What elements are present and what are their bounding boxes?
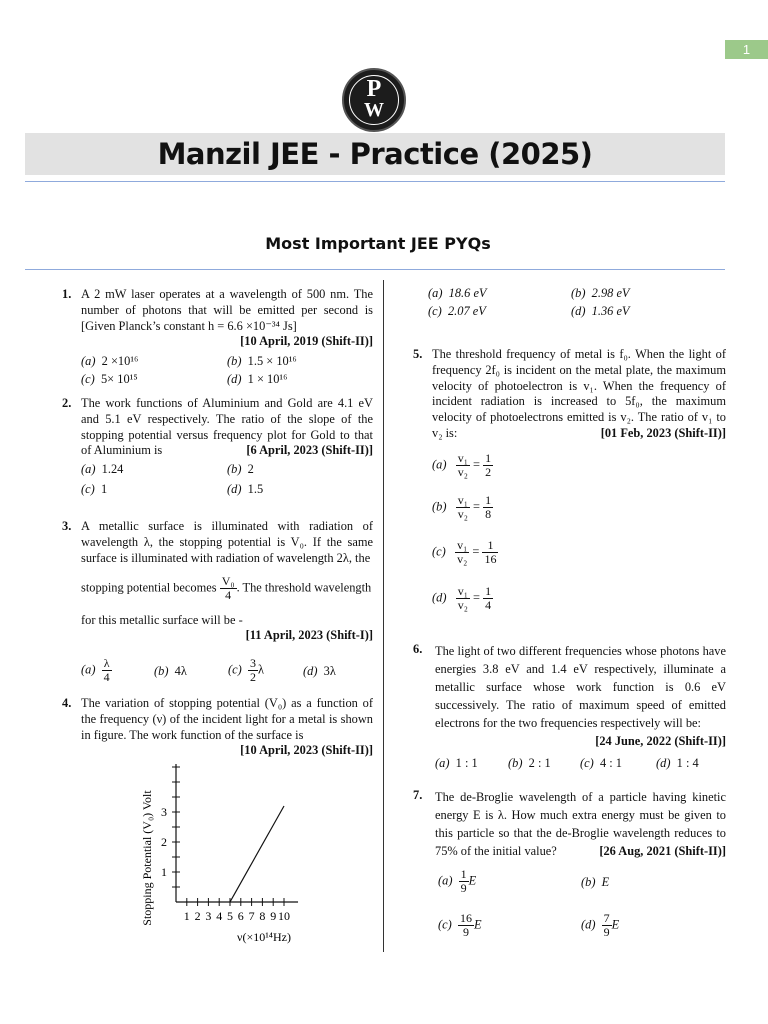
question-text: A 2 mW laser operates at a wavelength of 500 nm. The number of photons that will be emitted per second is [Given Planck’s constant h = 6.6 ×10⁻³⁴ Js] <box>81 287 373 333</box>
fraction-denominator: v₂ <box>457 507 468 521</box>
fraction-denominator: 9 <box>603 925 610 939</box>
fraction <box>102 657 112 684</box>
option-label: (c) <box>228 662 242 677</box>
fraction <box>458 912 474 939</box>
x-tick-label: 2 <box>194 909 201 923</box>
logo-letter-w: W <box>364 99 384 121</box>
option-text: 2 : 1 <box>528 756 551 770</box>
section-subtitle: Most Important JEE PYQs <box>265 234 491 253</box>
question-reference: [11 April, 2023 (Shift-I)] <box>245 628 373 642</box>
option-c[interactable] <box>81 482 107 497</box>
option-label: (d) <box>581 917 596 932</box>
option-label: (c) <box>81 372 95 386</box>
graph-axes <box>176 764 298 902</box>
stopping-potential-graph <box>136 756 306 948</box>
option-b[interactable] <box>227 462 254 477</box>
option-label: (b) <box>227 462 242 476</box>
question-text: The threshold frequency of metal is f₀. When the light of frequency 2f₀ is incident on the metal plate, the maximum velocity of photoelectron is v₁. When the frequency of incident radiation is increased to 5f₀, the maximum velocity of photoelectrons emitted is v₂. The ratio of v₁ to v₂ is: <box>432 347 726 440</box>
fraction-denominator: v₂ <box>457 465 468 479</box>
question-reference: [01 Feb, 2023 (Shift-II)] <box>600 425 726 440</box>
option-c[interactable] <box>81 372 138 387</box>
pw-logo <box>342 68 406 132</box>
fraction-denominator: 16 <box>484 552 497 566</box>
option-text: 5× 10¹⁵ <box>100 372 138 386</box>
option-d[interactable] <box>656 756 699 771</box>
option-c[interactable] <box>438 912 482 939</box>
question-5 <box>432 347 726 442</box>
question-reference: [6 April, 2023 (Shift-II)] <box>246 443 373 458</box>
question-text: . The threshold wavelength <box>236 580 372 595</box>
option-label: (d) <box>571 304 586 318</box>
option-label: (c) <box>432 544 446 559</box>
option-d[interactable] <box>571 304 630 319</box>
x-tick-label: 10 <box>278 909 290 923</box>
option-label: (b) <box>154 664 169 678</box>
fraction-denominator: v₂ <box>457 598 468 612</box>
option-text: 1.5 <box>247 482 264 496</box>
option-d[interactable] <box>227 482 263 497</box>
title-bar <box>25 133 725 175</box>
option-label: (a) <box>432 457 447 472</box>
fraction-denominator: 9 <box>462 925 469 939</box>
option-text: E <box>611 917 620 932</box>
question-4 <box>81 696 373 759</box>
question-text: The light of two different frequencies whose photons have energies 3.8 eV and 1.4 eV respectively, illuminate a metallic surface whose work function is 0.6 eV successively. The ratio of maximum speed of emitted electrons for the two frequencies respectively will be: <box>435 644 726 730</box>
fraction <box>220 575 237 602</box>
header-divider <box>25 181 725 182</box>
option-label: (d) <box>432 590 447 605</box>
question-number: 4. <box>62 696 72 710</box>
option-label: (b) <box>227 354 242 368</box>
fraction-numerator: v₁ <box>457 584 468 598</box>
option-d[interactable] <box>581 912 619 939</box>
option-a[interactable] <box>81 354 138 369</box>
fraction-numerator: 1 <box>485 451 492 465</box>
question-text: The variation of stopping potential (V₀) as a function of the frequency (ν) of the incident light for a metal is shown in figure. The work function of the surface is <box>81 696 373 742</box>
graph-x-label: ν(×10¹⁴Hz) <box>237 930 291 944</box>
option-b[interactable] <box>227 354 297 369</box>
option-label: (a) <box>81 662 96 677</box>
option-b[interactable] <box>154 664 187 679</box>
x-tick-label: 8 <box>259 909 266 923</box>
fraction <box>459 868 469 895</box>
option-text: E <box>468 873 477 888</box>
question-text: stopping potential becomes <box>81 580 217 595</box>
fraction-numerator: 16 <box>459 911 472 925</box>
fraction-denominator: 4 <box>103 670 110 684</box>
fraction-numerator: v₁ <box>457 451 468 465</box>
option-c[interactable] <box>428 304 486 319</box>
option-label: (d) <box>656 756 671 770</box>
question-7 <box>435 788 726 860</box>
option-text: 3λ <box>323 664 336 678</box>
option-b[interactable] <box>581 875 609 890</box>
question-reference: [10 April, 2023 (Shift-II)] <box>240 743 373 758</box>
option-text: λ <box>257 662 264 677</box>
option-c[interactable] <box>580 756 622 771</box>
y-tick-label: 3 <box>161 805 167 819</box>
option-label: (a) <box>435 756 450 770</box>
fraction <box>248 657 258 684</box>
option-label: (a) <box>81 462 96 476</box>
fraction-denominator: v₂ <box>457 552 468 566</box>
fraction <box>456 452 470 479</box>
option-label: (c) <box>438 917 452 932</box>
question-number: 2. <box>62 396 72 410</box>
option-a[interactable]: (a) $\frac{\text{v₁}}{\text{v₂}}$ = $\frac{1}{2}$ <box>432 451 492 479</box>
option-a[interactable] <box>435 756 478 771</box>
logo-letter-p: P <box>366 76 382 102</box>
option-label: (c) <box>580 756 594 770</box>
fraction-denominator: 2 <box>249 670 256 684</box>
question-number: 3. <box>62 519 72 533</box>
option-text: 2.07 eV <box>447 304 486 318</box>
question-reference: [26 Aug, 2021 (Shift-II)] <box>599 844 726 858</box>
question-number: 5. <box>413 347 423 361</box>
option-text: 2 ×10¹⁶ <box>101 354 139 368</box>
x-tick-label: 5 <box>227 909 233 923</box>
x-tick-label: 3 <box>205 909 212 923</box>
option-d[interactable] <box>303 664 336 679</box>
x-tick-label: 4 <box>216 909 223 923</box>
page-number: 1 <box>725 40 768 59</box>
option-text: 1.24 <box>101 462 124 476</box>
option-text: 4 : 1 <box>599 756 622 770</box>
option-text: 1.36 eV <box>591 304 630 318</box>
fraction-denominator: 9 <box>460 881 467 895</box>
fraction <box>456 585 470 612</box>
option-label: (c) <box>81 482 95 496</box>
section-divider <box>25 269 725 270</box>
question-number: 7. <box>413 788 423 802</box>
option-a[interactable] <box>81 657 112 684</box>
option-text: 18.6 eV <box>448 286 487 300</box>
fraction-numerator: 1 <box>485 493 492 507</box>
option-label: (b) <box>581 875 596 889</box>
option-c[interactable] <box>228 657 264 684</box>
fraction-numerator: 3 <box>249 656 256 670</box>
option-text: 2.98 eV <box>591 286 630 300</box>
column-separator <box>383 280 384 952</box>
fraction <box>482 539 498 566</box>
option-b[interactable]: (b) $\frac{\text{v₁}}{\text{v₂}}$ = $\frac{1}{8}$ <box>432 493 492 521</box>
question-6 <box>435 642 726 750</box>
fraction-numerator: 1 <box>460 867 467 881</box>
option-d[interactable]: (d) $\frac{\text{v₁}}{\text{v₂}}$ = $\frac{1}{4}$ <box>432 584 492 612</box>
question-reference: [24 June, 2022 (Shift-II)] <box>595 734 726 748</box>
fraction <box>483 452 493 479</box>
question-number: 6. <box>413 642 423 656</box>
question-1 <box>81 287 373 350</box>
option-label: (d) <box>227 482 242 496</box>
fraction <box>456 494 470 521</box>
option-a[interactable] <box>438 868 476 895</box>
graph-line <box>230 806 284 902</box>
fraction <box>483 585 493 612</box>
option-text: 1.5 × 10¹⁶ <box>247 354 297 368</box>
option-b[interactable] <box>571 286 630 301</box>
option-label: (d) <box>227 372 242 386</box>
fraction-numerator: 7 <box>603 911 610 925</box>
option-text: E <box>601 875 610 889</box>
x-tick-label: 1 <box>183 909 190 923</box>
fraction <box>483 494 493 521</box>
fraction-numerator: V₀ <box>221 574 235 588</box>
option-text: 1 : 1 <box>455 756 478 770</box>
fraction-denominator: 4 <box>225 588 232 602</box>
x-tick-label: 7 <box>248 909 255 923</box>
option-text: E <box>473 917 482 932</box>
question-reference: [10 April, 2019 (Shift-II)] <box>240 334 373 349</box>
graph-y-ticks <box>161 767 180 887</box>
option-a[interactable] <box>428 286 487 301</box>
option-text: 1 × 10¹⁶ <box>247 372 288 386</box>
question-text: The work functions of Aluminium and Gold are 4.1 eV and 5.1 eV respectively. The ratio of the slope of the stopping potential versus frequency plot for Gold to that of Aluminium is <box>81 396 373 458</box>
graph-y-label: Stopping Potential (V₀) Volt <box>140 790 154 926</box>
fraction-numerator: 1 <box>485 584 492 598</box>
option-a[interactable] <box>81 462 123 477</box>
question-3-line <box>81 575 371 602</box>
option-label: (b) <box>432 499 447 514</box>
option-text: 4λ <box>174 664 187 678</box>
fraction-numerator: λ <box>102 657 112 671</box>
page-title: Manzil JEE - Practice (2025) <box>157 137 593 171</box>
fraction-denominator: 4 <box>485 598 492 612</box>
question-2 <box>81 396 373 459</box>
fraction-denominator: 8 <box>485 507 492 521</box>
option-label: (d) <box>303 664 318 678</box>
fraction <box>455 539 469 566</box>
y-tick-label: 2 <box>161 835 167 849</box>
fraction-numerator: v₁ <box>457 538 468 552</box>
y-tick-label: 1 <box>161 865 167 879</box>
question-3-last-line: for this metallic surface will be - <box>81 613 243 627</box>
option-c[interactable]: (c) $\frac{\text{v₁}}{\text{v₂}}$ = $\frac{1}{16}$ <box>432 538 497 566</box>
option-label: (a) <box>81 354 96 368</box>
fraction <box>602 912 612 939</box>
question-3-text: A metallic surface is illuminated with radiation of wavelength λ, the stopping potential is V₀. If the same surface is illuminated with radiation of wavelength 2λ, the <box>81 519 373 565</box>
fraction-numerator: v₁ <box>457 493 468 507</box>
x-tick-label: 9 <box>270 909 277 923</box>
option-label: (a) <box>438 873 453 888</box>
option-text: 1 <box>100 482 108 496</box>
question-text: The de-Broglie wavelength of a particle having kinetic energy E is λ. How much extra energy must be given to this particle so that the de-Broglie wavelength reduces to 75% of the initial value? <box>435 790 726 858</box>
fraction-numerator: 1 <box>482 539 498 553</box>
fraction-denominator: 2 <box>485 465 492 479</box>
question-number: 1. <box>62 287 72 301</box>
option-label: (b) <box>571 286 586 300</box>
option-label: (a) <box>428 286 443 300</box>
option-label: (b) <box>508 756 523 770</box>
x-tick-label: 6 <box>237 909 244 923</box>
option-label: (c) <box>428 304 442 318</box>
option-d[interactable] <box>227 372 287 387</box>
option-b[interactable] <box>508 756 551 771</box>
option-text: 1 : 4 <box>676 756 699 770</box>
option-text: 2 <box>247 462 254 476</box>
